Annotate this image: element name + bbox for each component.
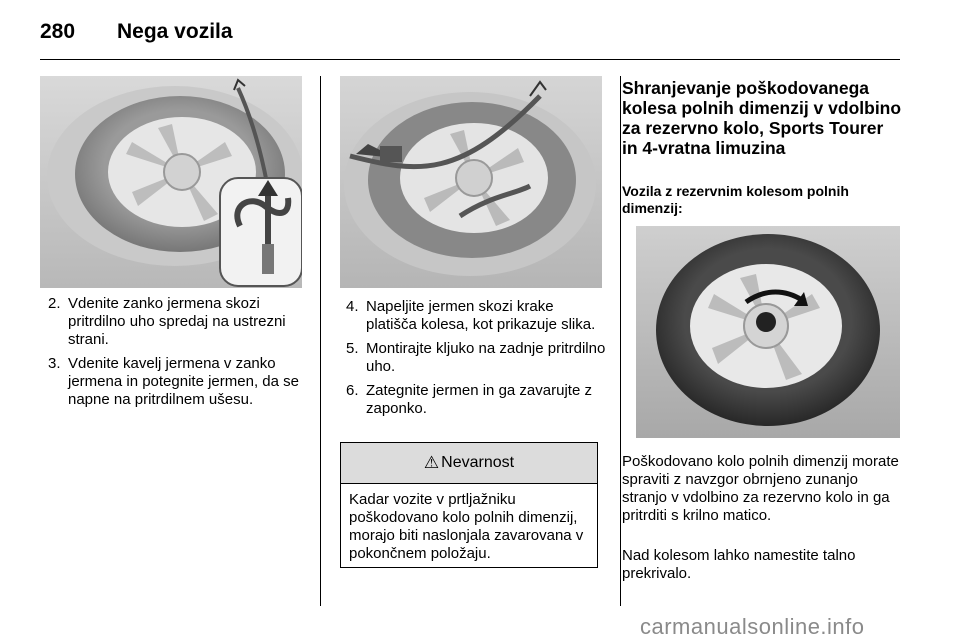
step-number: 2. [48, 295, 61, 312]
list-item [48, 355, 310, 409]
step-number: 5. [346, 340, 359, 357]
watermark: carmanualsonline.info [640, 614, 865, 639]
page-number: 280 [40, 20, 76, 43]
step-number: 6. [346, 382, 359, 399]
figure-strap-through-spokes [340, 76, 602, 288]
warning-triangle-icon: ⚠ [423, 453, 440, 472]
list-item [346, 298, 608, 334]
column-divider-1 [320, 76, 321, 606]
step-text: Napeljite jermen skozi krake platišča kolesa, kot prikazuje slika. [366, 298, 596, 333]
steps-list-left [48, 295, 310, 415]
step-text: Montirajte kljuko na zadnje pritrdilno uho. [366, 340, 606, 375]
step-number: 3. [48, 355, 61, 372]
header-divider [40, 59, 900, 60]
list-item [346, 382, 608, 418]
section-subtitle: Vozila z rezervnim kolesom polnih dimenzij: [622, 183, 849, 216]
paragraph: Poškodovano kolo polnih dimenzij morate spraviti z navzgor obrnjeno zunanjo stranjo v vdolbino za rezervno kolo in ga pritrditi s krilno matico. [622, 453, 899, 524]
list-item [48, 295, 310, 349]
figure-wheel-in-well [636, 226, 900, 438]
warning-title: Nevarnost [441, 454, 515, 471]
list-item [346, 340, 608, 376]
figure-strap-loop [40, 76, 302, 288]
step-number: 4. [346, 298, 359, 315]
warning-text: Kadar vozite v prtljažniku poškodovano kolo polnih dimenzij, morajo biti naslonjala zavarovana v pokončnem položaju. [349, 491, 584, 562]
step-text: Vdenite kavelj jermena v zanko jermena in potegnite jermen, da se napne na pritrdilnem ušesu. [68, 355, 299, 408]
section-title: Shranjevanje poškodovanega kolesa polnih dimenzij v vdolbino za rezervno kolo, Sports Tourer in 4-vratna limuzina [622, 78, 902, 158]
step-text: Vdenite zanko jermena skozi pritrdilno uho spredaj na ustrezni strani. [68, 295, 286, 348]
steps-list-middle [346, 298, 608, 424]
step-text: Zategnite jermen in ga zavarujte z zaponko. [366, 382, 592, 417]
warning-box [340, 442, 598, 568]
page-title: Nega vozila [117, 20, 233, 43]
column-divider-2 [620, 76, 621, 606]
warning-header [341, 443, 597, 484]
paragraph: Nad kolesom lahko namestite talno prekrivalo. [622, 547, 856, 582]
page-header [40, 14, 900, 48]
